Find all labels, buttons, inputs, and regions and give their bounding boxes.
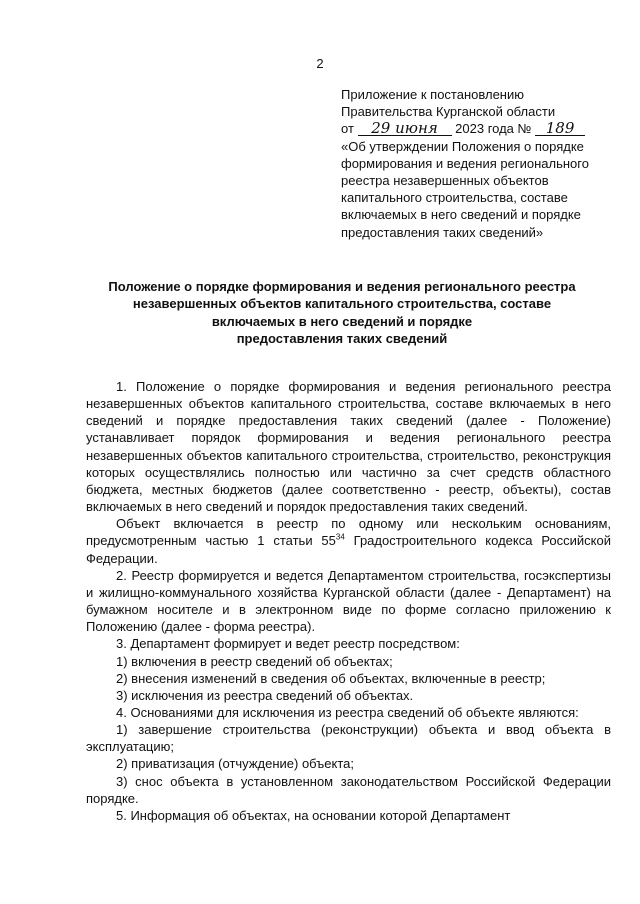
list-item-3: 3) исключения из реестра сведений об объектах. <box>116 687 414 703</box>
paragraph-2-start: Объект включается в реестр по одному или нескольким основаниям, предусмотренным частью 1 статьи 55 <box>86 516 611 549</box>
appendix-subject-line: реестра незавершенных объектов <box>341 173 549 189</box>
appendix-subject-line: капитального строительства, составе <box>341 190 568 206</box>
paragraph-2-end: Градостроительного кодекса Российской Федерации. <box>86 533 611 566</box>
document-title <box>70 278 614 348</box>
appendix-subject-line: «Об утверждении Положения о порядке <box>341 138 584 154</box>
title-line: Положение о порядке формирования и ведения регионального реестра <box>108 279 576 294</box>
paragraph-5: 4. Основаниями для исключения из реестра сведений об объекте являются: <box>116 704 579 720</box>
appendix-date-row <box>341 120 613 137</box>
list-item-6: 3) снос объекта в установленном законодательством Российской Федерации порядке. <box>86 773 611 806</box>
list-item-4: 1) завершение строительства (реконструкции) объекта и ввод объекта в эксплуатацию; <box>86 722 611 755</box>
appendix-subject-line: формирования и ведения регионального <box>341 155 589 171</box>
list-item-1: 1) включения в реестр сведений об объектах; <box>116 653 393 669</box>
handwritten-number: 189 <box>535 121 585 136</box>
handwritten-date: 29 июня <box>358 121 452 136</box>
page-number: 2 <box>316 56 324 71</box>
appendix-line-2: Правительства Курганской области <box>341 104 556 120</box>
paragraph-1: 1. Положение о порядке формирования и ведения регионального реестра незавершенных объектов капитального строительства, составе включаемых в него сведений и порядке предоставления таких сведений (далее - Положение) устанавливает порядок формирования и ведения регионального реестра незавершенных объектов капитального строительства, строительство, реконструкция которых осуществлялись полностью или частично за счет средств областного бюджета, местных бюджетов (далее соответственно - реестр, объекты), состав включаемых в него сведений и порядок предоставления таких сведений. <box>86 379 611 515</box>
paragraph-6: 5. Информация об объектах, на основании которой Департамент <box>116 807 511 823</box>
article-superscript: 34 <box>335 533 345 543</box>
from-label: от <box>341 121 354 137</box>
list-item-2: 2) внесения изменений в сведения об объектах, включенные в реестр; <box>116 670 546 686</box>
title-line: незавершенных объектов капитального строительства, составе <box>132 296 552 312</box>
paragraph-4: 3. Департамент формирует и ведет реестр посредством: <box>116 636 460 652</box>
title-line: предоставления таких сведений <box>236 331 448 347</box>
title-line: включаемых в него сведений и порядке <box>211 313 473 329</box>
year-text: 2023 года № <box>455 121 532 137</box>
paragraph-2 <box>86 515 611 566</box>
appendix-line-1: Приложение к постановлению <box>341 87 524 102</box>
appendix-subject-line: включаемых в него сведений и порядке <box>341 207 581 223</box>
paragraph-3: 2. Реестр формируется и ведется Департаментом строительства, госэкспертизы и жилищно-коммунального хозяйства Курганской области (далее - Департамент) на бумажном носителе и в электронном виде по форме согласно приложению к Положению (далее - форма реестра). <box>86 567 611 635</box>
appendix-header <box>341 86 613 241</box>
appendix-subject-line: предоставления таких сведений» <box>341 224 544 240</box>
list-item-5: 2) приватизация (отчуждение) объекта; <box>116 756 355 772</box>
document-body <box>86 378 611 824</box>
